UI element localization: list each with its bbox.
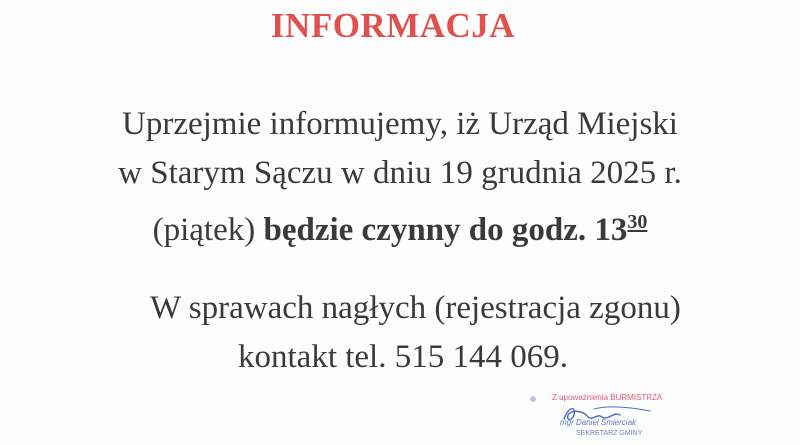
stamp-authority: Z upoważnienia BURMISTRZA: [552, 393, 663, 402]
notice-day: (piątek): [152, 212, 264, 248]
notice-line-3: [0, 198, 800, 255]
notice-hours: będzie czynny do godz. 13: [263, 212, 628, 248]
document-title: INFORMACJA: [270, 6, 516, 45]
signature-stamp: [548, 393, 680, 441]
stamp-dot: [530, 396, 536, 402]
urgent-line-2: kontakt tel. 515 144 069.: [238, 339, 568, 375]
urgent-paragraph: [150, 284, 750, 382]
notice-line-1: Uprzejmie informujemy, iż Urząd Miejski: [122, 106, 678, 142]
urgent-line-1: W sprawach nagłych (rejestracja zgonu): [150, 290, 681, 326]
stamp-role: SEKRETARZ GMINY: [576, 430, 643, 437]
notice-paragraph: [0, 100, 800, 255]
notice-minutes: 30: [627, 211, 648, 233]
stamp-name: mgr Daniel Śmierciak: [560, 418, 637, 427]
notice-line-2: w Starym Sączu w dniu 19 grudnia 2025 r.: [118, 155, 682, 191]
